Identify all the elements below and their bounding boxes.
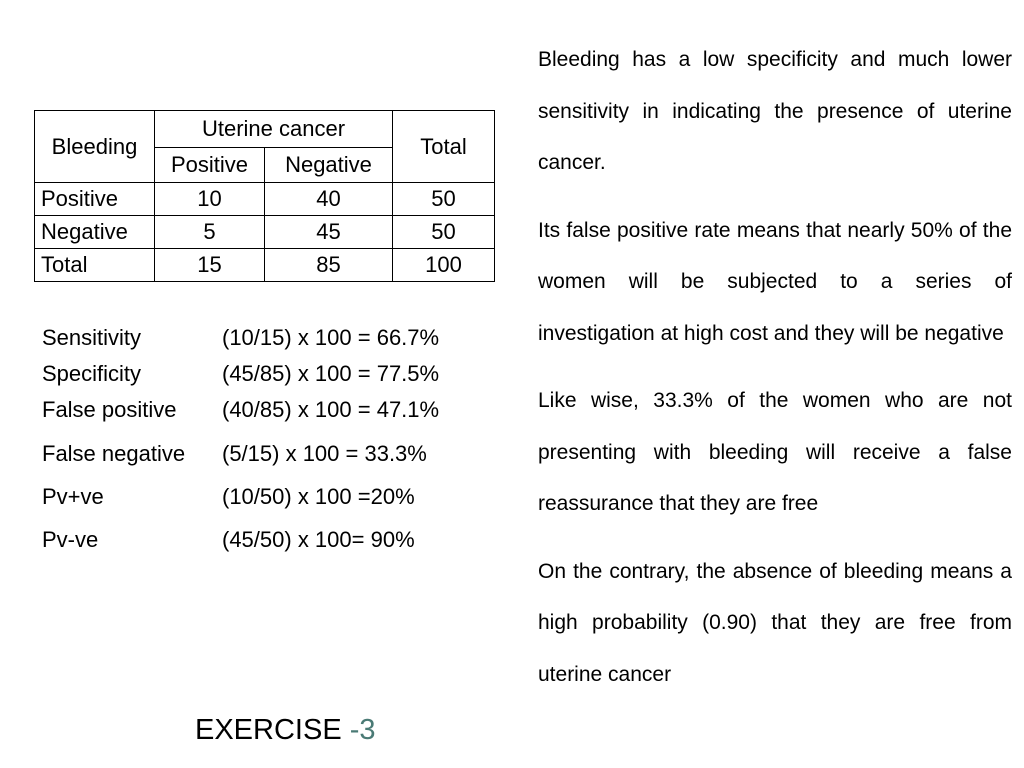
exercise-word: EXERCISE	[195, 714, 342, 746]
table-cell: 100	[393, 249, 495, 282]
note-paragraph: Like wise, 33.3% of the women who are not presenting with bleeding will receive a false reassurance that they are free	[538, 389, 1012, 515]
metric-label: Specificity	[42, 361, 142, 386]
table-cell: 10	[155, 183, 265, 216]
exercise-title	[195, 712, 376, 748]
positive-subheader: Positive	[155, 148, 265, 183]
interpretation-notes	[538, 34, 1012, 700]
table-cell: 40	[265, 183, 393, 216]
metric-label: Pv+ve	[42, 484, 104, 509]
metric-formula: (5/15) x 100 = 33.3%	[222, 441, 427, 466]
metric-formula: (45/50) x 100= 90%	[222, 527, 415, 552]
contingency-table	[34, 110, 495, 282]
note-paragraph: Its false positive rate means that nearly 50% of the women will be subjected to a series of investigation at high cost and they will be negative	[538, 218, 1012, 345]
note-paragraph: On the contrary, the absence of bleeding means a high probability (0.90) that they are free from uterine cancer	[538, 559, 1012, 686]
exercise-number: -3	[349, 714, 376, 746]
table-row	[35, 249, 495, 282]
negative-subheader: Negative	[265, 148, 393, 183]
metric-label: False negative	[42, 441, 186, 466]
table-cell: 50	[393, 216, 495, 249]
metric-formula: (10/15) x 100 = 66.7%	[222, 325, 440, 350]
note-paragraph: Bleeding has a low specificity and much lower sensitivity in indicating the presence of uterine cancer.	[538, 48, 1012, 174]
metric-formula: (40/85) x 100 = 47.1%	[222, 397, 440, 422]
table-cell: 5	[155, 216, 265, 249]
table-row	[35, 183, 495, 216]
table-cell: 50	[393, 183, 495, 216]
row-label: Negative	[35, 216, 155, 249]
metric-formula: (45/85) x 100 = 77.5%	[222, 361, 440, 386]
table-cell: 15	[155, 249, 265, 282]
metric-label: Sensitivity	[42, 325, 142, 350]
table-row	[35, 216, 495, 249]
bleeding-header: Bleeding	[35, 111, 155, 183]
table-cell: 85	[265, 249, 393, 282]
table-cell: 45	[265, 216, 393, 249]
metric-label: False positive	[42, 397, 177, 422]
metric-formula: (10/50) x 100 =20%	[222, 484, 415, 509]
uterine-cancer-header: Uterine cancer	[155, 111, 393, 148]
total-header: Total	[393, 111, 495, 183]
row-label: Total	[35, 249, 155, 282]
metric-label: Pv-ve	[42, 527, 99, 552]
row-label: Positive	[35, 183, 155, 216]
